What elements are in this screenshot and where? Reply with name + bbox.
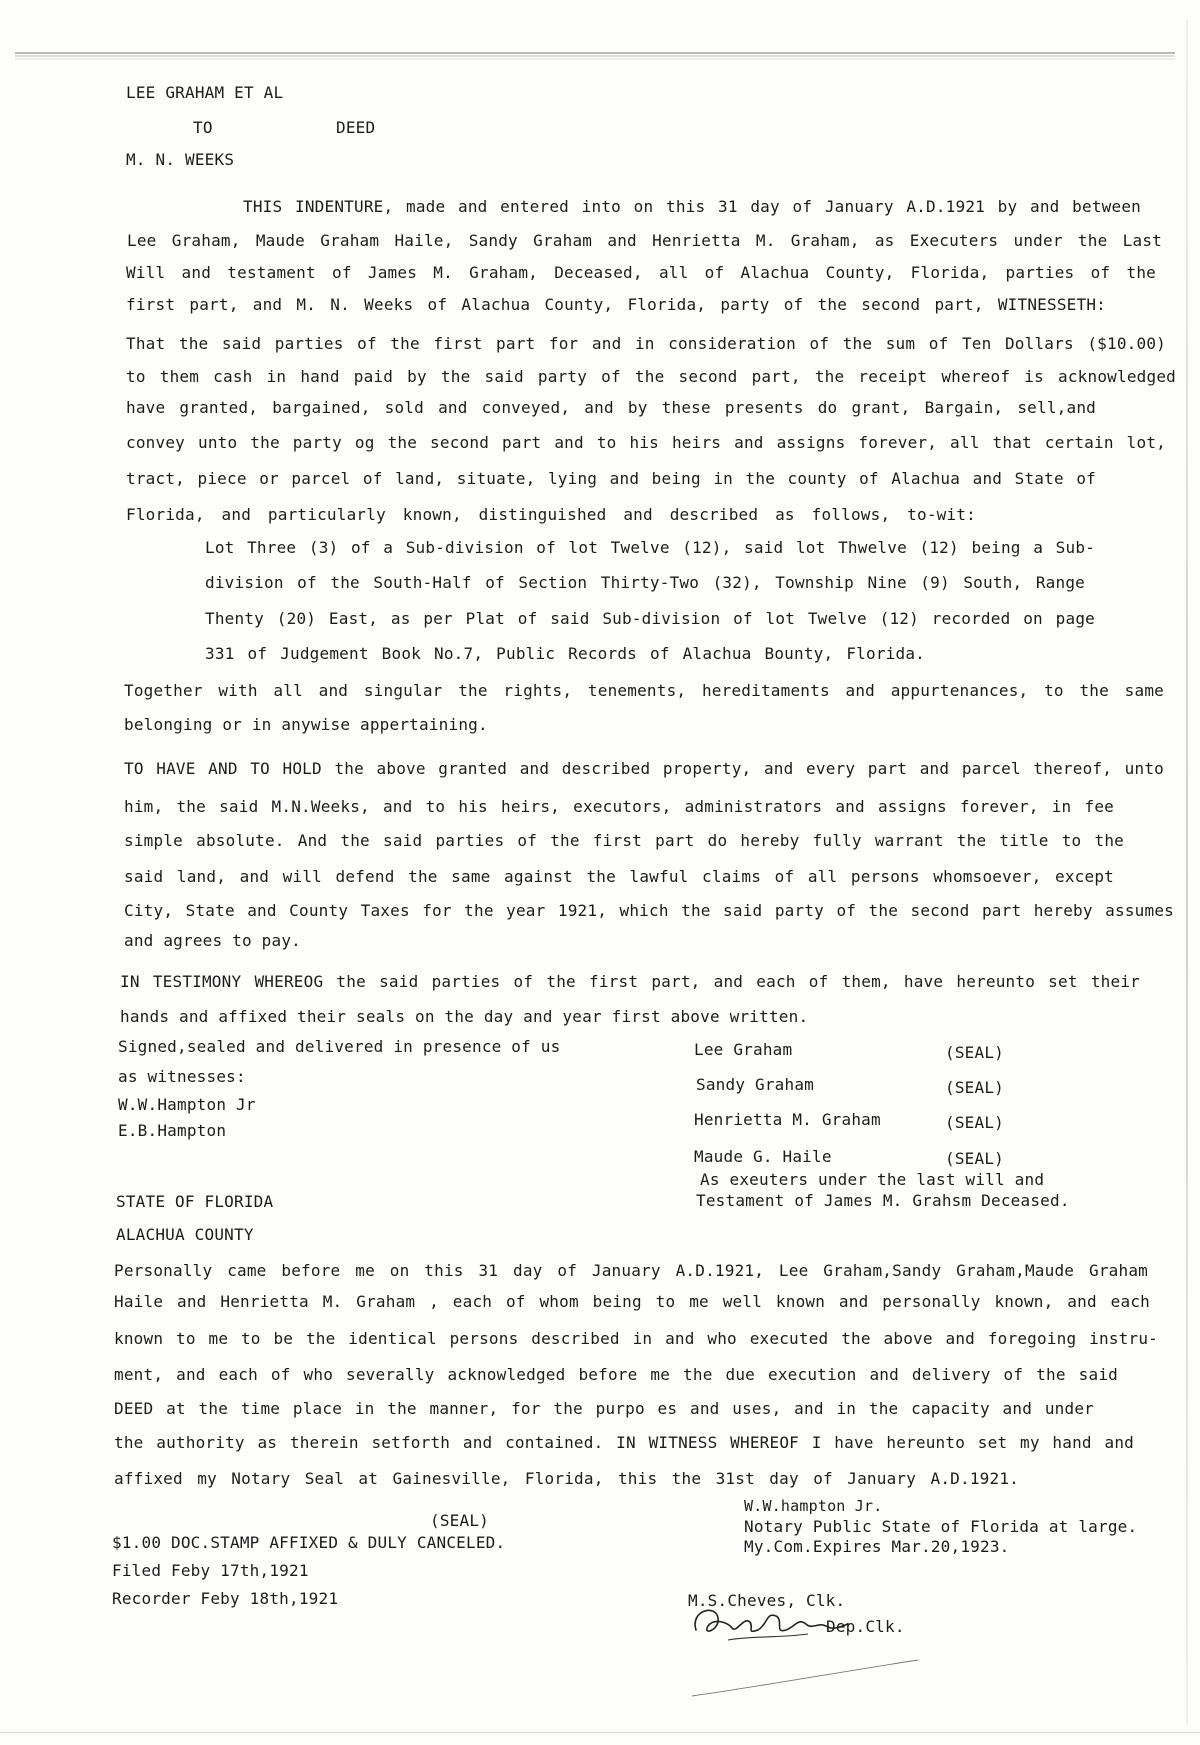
witness-name: W.W.Hampton Jr — [118, 1095, 256, 1114]
habendum-line: simple absolute. And the said parties of the first part do hereby fully warrant the title to the — [124, 831, 1124, 850]
indenture-line: convey unto the party og the second part and to his heirs and assigns forever, all that certain lot, — [126, 433, 1166, 452]
legal-description-line: Thenty (20) East, as per Plat of said Sub-division of lot Twelve (12) recorded on page — [205, 609, 1095, 628]
executor-capacity: As exeuters under the last will and — [700, 1170, 1045, 1189]
acknowledgment-line: DEED at the time place in the manner, for the purpo es and uses, and in the capacity and under — [114, 1399, 1094, 1418]
testimony-line: hands and affixed their seals on the day and year first above written. — [120, 1007, 809, 1026]
doc-stamp-note: $1.00 DOC.STAMP AFFIXED & DULY CANCELED. — [112, 1533, 506, 1552]
top-border-line — [15, 52, 1175, 54]
appurtenances-line: Together with all and singular the rights, tenements, hereditaments and appurtenances, to the same — [124, 681, 1164, 700]
indenture-line: Florida, and particularly known, distinguished and described as follows, to-wit: — [126, 505, 976, 524]
acknowledgment-line: affixed my Notary Seal at Gainesville, Florida, this the 31st day of January A.D.1921. — [114, 1469, 1019, 1488]
clerk-line: M.S.Cheves, Clk. — [688, 1591, 846, 1610]
habendum-line: him, the said M.N.Weeks, and to his heirs, executors, administrators and assigns forever, in fee — [124, 797, 1114, 816]
signatory-name: Henrietta M. Graham — [694, 1110, 881, 1129]
seal-mark: (SEAL) — [945, 1113, 1004, 1132]
indenture-line: THIS INDENTURE, made and entered into on this 31 day of January A.D.1921 by and between — [243, 197, 1141, 216]
legal-description-line: 331 of Judgement Book No.7, Public Records of Alachua Bounty, Florida. — [205, 644, 925, 663]
notary-name: W.W.hampton Jr. — [744, 1497, 883, 1515]
legal-description-line: Lot Three (3) of a Sub-division of lot Twelve (12), said lot Thwelve (12) being a Sub- — [205, 538, 1095, 557]
notary-title: Notary Public State of Florida at large. — [744, 1517, 1138, 1536]
recorded-date: Recorder Feby 18th,1921 — [112, 1589, 339, 1608]
document-type-heading: DEED — [336, 118, 376, 137]
witness-name: E.B.Hampton — [118, 1121, 227, 1140]
indenture-line: to them cash in hand paid by the said party of the second part, the receipt whereof is acknowledged — [126, 367, 1176, 386]
habendum-line: TO HAVE AND TO HOLD the above granted and described property, and every part and parcel thereof, unto — [124, 759, 1164, 778]
grantor-heading: LEE GRAHAM ET AL — [126, 83, 284, 102]
executor-capacity: Testament of James M. Grahsm Deceased. — [696, 1191, 1070, 1210]
deputy-clerk-label: Dep.Clk. — [826, 1617, 905, 1636]
habendum-line: said land, and will defend the same against the lawful claims of all persons whomsoever, except — [124, 867, 1114, 886]
acknowledgment-line: Personally came before me on this 31 day of January A.D.1921, Lee Graham,Sandy Graham,Maude Graham — [114, 1261, 1148, 1280]
county-heading: ALACHUA COUNTY — [116, 1225, 254, 1244]
indenture-line: tract, piece or parcel of land, situate, lying and being in the county of Alachua and State of — [126, 469, 1096, 488]
acknowledgment-line: Haile and Henrietta M. Graham , each of whom being to me well known and personally known, and each — [114, 1292, 1150, 1311]
acknowledgment-line: the authority as therein setforth and contained. IN WITNESS WHEREOF I have hereunto set my hand and — [114, 1433, 1134, 1452]
testimony-line: IN TESTIMONY WHEREOG the said parties of the first part, and each of them, have hereunto set their — [120, 972, 1140, 991]
witness-statement: as witnesses: — [118, 1067, 246, 1086]
habendum-line: and agrees to pay. — [124, 931, 301, 950]
witness-statement: Signed,sealed and delivered in presence of us — [118, 1037, 561, 1056]
grantee-heading: M. N. WEEKS — [126, 150, 235, 169]
indenture-line: That the said parties of the first part for and in consideration of the sum of Ten Dollars ($10.00) — [126, 334, 1166, 353]
indenture-line: first part, and M. N. Weeks of Alachua County, Florida, party of the second part, WITNESSETH: — [126, 295, 1106, 314]
signatory-name: Lee Graham — [694, 1040, 793, 1059]
seal-mark: (SEAL) — [945, 1149, 1004, 1168]
to-heading: TO — [193, 118, 213, 137]
indenture-line: Will and testament of James M. Graham, Deceased, all of Alachua County, Florida, parties of the — [126, 263, 1156, 282]
filed-date: Filed Feby 17th,1921 — [112, 1561, 309, 1580]
signatory-name: Sandy Graham — [696, 1075, 814, 1094]
seal-mark: (SEAL) — [945, 1043, 1004, 1062]
seal-mark: (SEAL) — [945, 1078, 1004, 1097]
acknowledgment-line: known to me to be the identical persons described in and who executed the above and foregoing instru- — [114, 1329, 1158, 1348]
signatory-name: Maude G. Haile — [694, 1147, 832, 1166]
state-heading: STATE OF FLORIDA — [116, 1192, 274, 1211]
notary-seal-mark: (SEAL) — [430, 1511, 489, 1530]
indenture-line: Lee Graham, Maude Graham Haile, Sandy Graham and Henrietta M. Graham, as Executers under the Last — [127, 231, 1162, 250]
indenture-line: have granted, bargained, sold and conveyed, and by these presents do grant, Bargain, sell,and — [126, 398, 1096, 417]
acknowledgment-line: ment, and each of who severally acknowledged before me the due execution and delivery of the said — [114, 1365, 1118, 1384]
notary-commission: My.Com.Expires Mar.20,1923. — [744, 1537, 1010, 1556]
bottom-border-line — [0, 1732, 1200, 1733]
page-edge-shadow — [1186, 20, 1188, 1725]
habendum-line: City, State and County Taxes for the year 1921, which the said party of the second part hereby assumes — [124, 901, 1174, 920]
pen-stroke — [690, 1658, 920, 1698]
legal-description-line: division of the South-Half of Section Thirty-Two (32), Township Nine (9) South, Range — [205, 573, 1085, 592]
appurtenances-line: belonging or in anywise appertaining. — [124, 715, 488, 734]
